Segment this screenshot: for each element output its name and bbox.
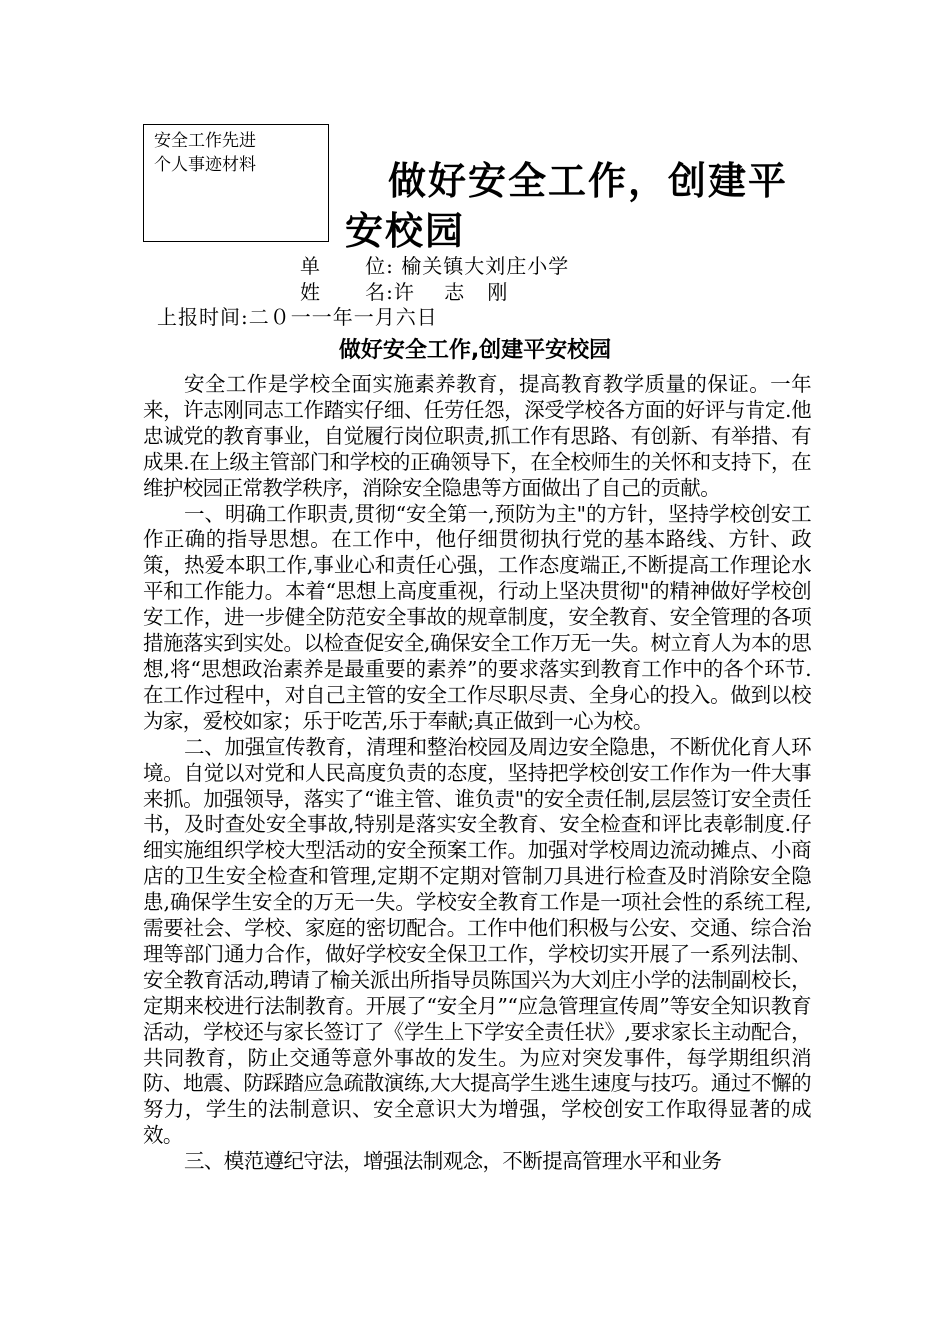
label-box-line-1: 安全工作先进 <box>154 131 256 151</box>
meta-report-date: 上报时间:二０一一年一月六日 <box>157 305 438 329</box>
main-title-line-1: 做好安全工作，创建平 <box>388 158 789 203</box>
main-title-line-2: 安校园 <box>345 208 466 253</box>
meta-name: 姓 名:许 志 刚 <box>300 280 509 304</box>
body-paragraph-intro: 安全工作是学校全面实施素养教育，提高教育教学质量的保证。一年来，许志刚同志工作踏实仔细、任劳任怨，深受学校各方面的好评与肯定.他忠诚党的教育事业，自觉履行岗位职责,抓工作有思路、有创新、有举措、有成果.在上级主管部门和学校的正确领导下，在全校师生的关怀和支持下，在维护校园正常教学秩序，消除安全隐患等方面做出了自己的贡献。 <box>143 372 811 500</box>
document-body <box>143 372 811 1175</box>
document-subtitle: 做好安全工作,创建平安校园 <box>338 338 612 363</box>
meta-unit: 单 位: 榆关镇大刘庄小学 <box>300 254 570 278</box>
body-paragraph-section-1: 一、明确工作职责,贯彻“安全第一,预防为主"的方针，坚持学校创安工作正确的指导思想。在工作中，他仔细贯彻执行党的基本路线、方针、政策，热爱本职工作,事业心和责任心强，工作态度端正,不断提高工作理论水平和工作能力。本着“思想上高度重视，行动上坚决贯彻"的精神做好学校创安工作，进一步健全防范安全事故的规章制度，安全教育、安全管理的各项措施落实到实处。以检查促安全,确保安全工作万无一失。树立育人为本的思想,将“思想政治素养是最重要的素养”的要求落实到教育工作中的各个环节.在工作过程中，对自己主管的安全工作尽职尽责、全身心的投入。做到以校为家，爱校如家；乐于吃苦,乐于奉献;真正做到一心为校。 <box>143 501 811 733</box>
document-label-box <box>143 124 329 242</box>
body-paragraph-section-3: 三、模范遵纪守法，增强法制观念，不断提高管理水平和业务 <box>184 1149 722 1174</box>
label-box-line-2: 个人事迹材料 <box>154 155 256 175</box>
body-paragraph-section-2: 二、加强宣传教育，清理和整治校园及周边安全隐患，不断优化育人环境。自觉以对党和人民高度负责的态度，坚持把学校创安工作作为一件大事来抓。加强领导，落实了“谁主管、谁负责"的安全责任制,层层签订安全责任书，及时查处安全事故,特别是落实安全教育、安全检查和评比表彰制度.仔细实施组织学校大型活动的安全预案工作。加强对学校周边流动摊点、小商店的卫生安全检查和管理,定期不定期对管制刀具进行检查及时消除安全隐患,确保学生安全的万无一失。学校安全教育工作是一项社会性的系统工程,需要社会、学校、家庭的密切配合。工作中他们积极与公安、交通、综合治理等部门通力合作，做好学校安全保卫工作，学校切实开展了一系列法制、安全教育活动,聘请了榆关派出所指导员陈国兴为大刘庄小学的法制副校长，定期来校进行法制教育。开展了“安全月”“应急管理宣传周”等安全知识教育活动，学校还与家长签订了《学生上下学安全责任状》,要求家长主动配合，共同教育，防止交通等意外事故的发生。为应对突发事件，每学期组织消防、地震、防踩踏应急疏散演练,大大提高学生逃生速度与技巧。通过不懈的努力，学生的法制意识、安全意识大为增强，学校创安工作取得显著的成效。 <box>143 734 811 1148</box>
